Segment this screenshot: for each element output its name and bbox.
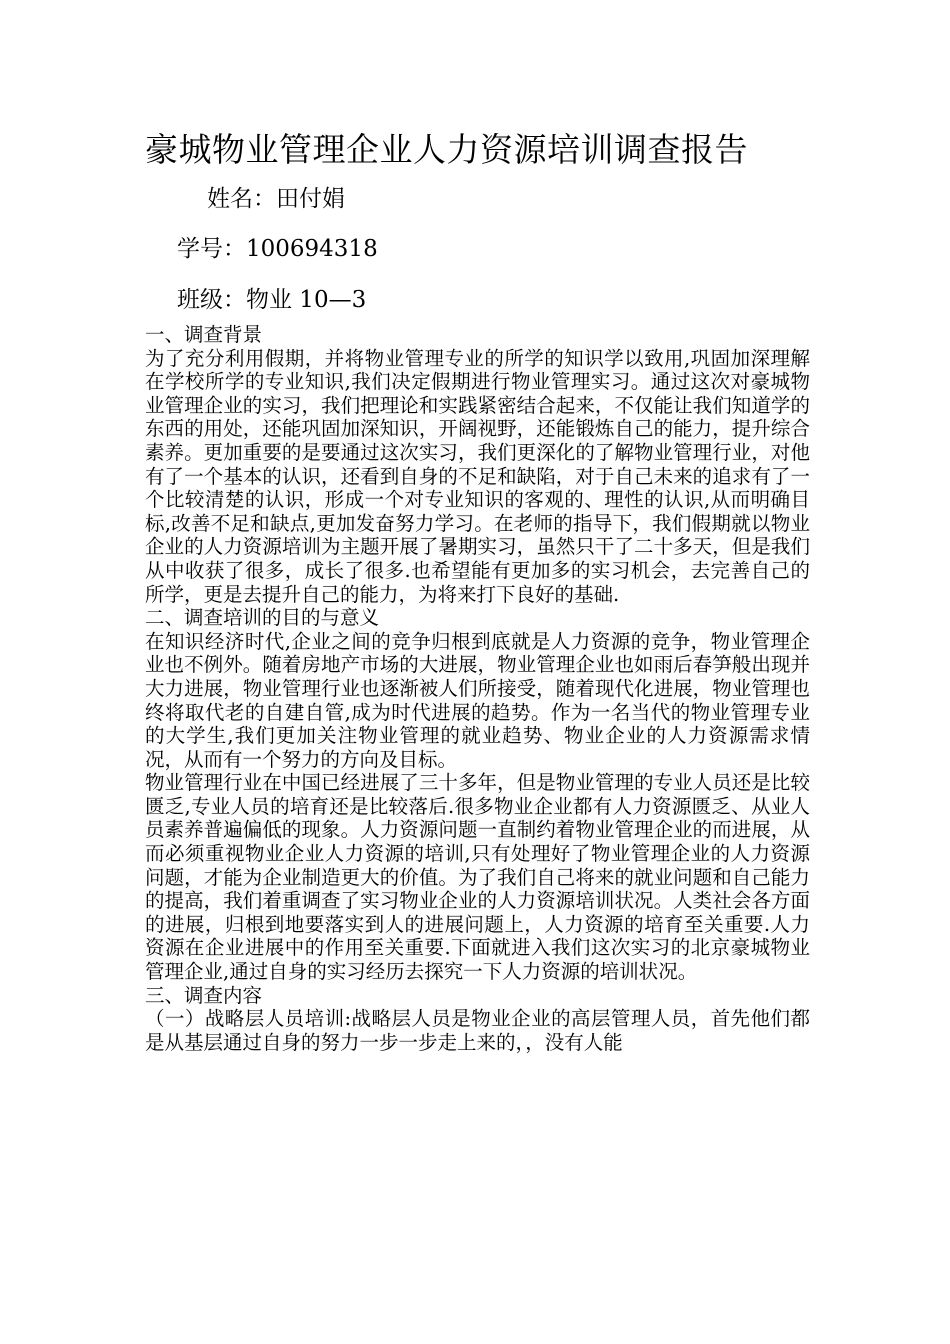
class-line: 班级：物业 10—3 [177,287,367,313]
document-body [145,323,810,1054]
paragraph-content-1: （一）战略层人员培训:战略层人员是物业企业的高层管理人员，首先他们都是从基层通过自身的努力一步一步走上来的，，没有人能 [145,1007,810,1054]
author-name-line: 姓名：田付娟 [207,186,345,212]
section-heading-background: 一、调查背景 [145,323,263,346]
paragraph-background: 为了充分利用假期，并将物业管理专业的所学的知识学以致用,巩固加深理解在学校所学的专业知识,我们决定假期进行物业管理实习。通过这次对豪城物业管理企业的实习，我们把理论和实践紧密结合起来，不仅能让我们知道学的东西的用处，还能巩固加深知识，开阔视野，还能锻炼自己的能力，提升综合素养。更加重要的是要通过这次实习，我们更深化的了解物业管理行业，对他有了一个基本的认识，还看到自身的不足和缺陷，对于自己未来的追求有了一个比较清楚的认识，形成一个对专业知识的客观的、理性的认识,从而明确目标,改善不足和缺点,更加发奋努力学习。在老师的指导下，我们假期就以物业企业的人力资源培训为主题开展了暑期实习，虽然只干了二十多天，但是我们从中收获了很多，成长了很多.也希望能有更加多的实习机会，去完善自己的所学，更是去提升自己的能力，为将来打下良好的基础. [145,346,810,606]
paragraph-purpose-1: 在知识经济时代,企业之间的竞争归根到底就是人力资源的竞争，物业管理企业也不例外。随着房地产市场的大进展，物业管理企业也如雨后春笋般出现并大力进展，物业管理行业也逐渐被人们所接受，随着现代化进展，物业管理也终将取代老的自建自管,成为时代进展的趋势。作为一名当代的物业管理专业的大学生,我们更加关注物业管理的就业趋势、物业企业的人力资源需求情况，从而有一个努力的方向及目标。 [145,629,810,771]
document-title: 豪城物业管理企业人力资源培训调查报告 [145,130,748,169]
student-id-line: 学号：100694318 [177,236,378,262]
section-heading-content: 三、调查内容 [145,983,263,1007]
paragraph-purpose-2: 物业管理行业在中国已经进展了三十多年，但是物业管理的专业人员还是比较匮乏,专业人员的培育还是比较落后.很多物业企业都有人力资源匮乏、从业人员素养普遍偏低的现象。人力资源问题一直制约着物业管理企业的而进展，从而必须重视物业企业人力资源的培训,只有处理好了物业管理企业的人力资源问题，才能为企业制造更大的价值。为了我们自己将来的就业问题和自己能力的提高，我们着重调查了实习物业企业的人力资源培训状况。人类社会各方面的进展，归根到地要落实到人的进展问题上，人力资源的培育至关重要.人力资源在企业进展中的作用至关重要.下面就进入我们这次实习的北京豪城物业管理企业,通过自身的实习经历去探究一下人力资源的培训状况。 [145,771,810,984]
section-heading-purpose: 二、调查培训的目的与意义 [145,606,380,630]
